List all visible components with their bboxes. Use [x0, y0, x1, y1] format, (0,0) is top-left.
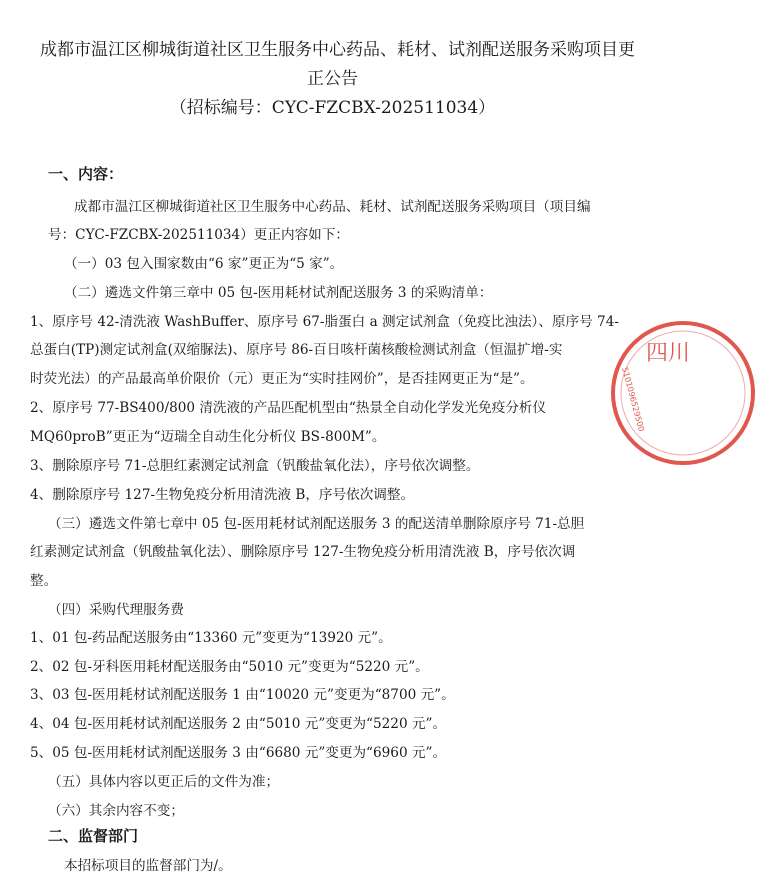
section-heading-content: 一、内容： [48, 165, 124, 183]
item-b2-line-1: 2、原序号 77-BS400/800 清洗液的产品匹配机型由“热景全自动化学发光免疫分析仪 [30, 400, 547, 416]
tender-number: （招标编号：CYC-FZCBX-202511034） [169, 98, 496, 118]
item-b3: 3、删除原序号 71-总胆红素测定试剂盒（钒酸盐氧化法），序号依次调整。 [30, 458, 480, 474]
title-line-2: 正公告 [307, 69, 358, 89]
item-b1-line-2: 总蛋白(TP)测定试剂盒(双缩脲法)、原序号 86-百日咳杆菌核酸检测试剂盒（恒温扩增-实 [30, 342, 563, 358]
item-e: （五）具体内容以更正后的文件为准； [48, 774, 280, 790]
official-seal [608, 318, 758, 468]
fee-item-5: 5、05 包-医用耗材试剂配送服务 3 由“6680 元”变更为“6960 元”。 [30, 745, 447, 761]
fee-item-1: 1、01 包-药品配送服务由“13360 元”变更为“13920 元”。 [30, 630, 392, 646]
seal-text: 四川 [646, 341, 691, 366]
item-b1-line-1: 1、原序号 42-清洗液 WashBuffer、原序号 67-脂蛋白 a 测定试剂盒（免疫比浊法）、原序号 74- [30, 314, 619, 330]
item-a: （一）03 包入围家数由“6 家”更正为“5 家”。 [64, 256, 344, 272]
item-f: （六）其余内容不变； [48, 803, 184, 819]
supervision-text: 本招标项目的监督部门为/。 [64, 858, 232, 874]
seal-number: 5101096529500 [620, 366, 646, 433]
item-b4: 4、删除原序号 127-生物免疫分析用清洗液 B，序号依次调整。 [30, 487, 415, 503]
intro-line-1: 成都市温江区柳城街道社区卫生服务中心药品、耗材、试剂配送服务采购项目（项目编 [74, 199, 591, 215]
item-b: （二）遴选文件第三章中 05 包-医用耗材试剂配送服务 3 的采购清单： [64, 285, 493, 301]
item-b1-line-3: 时荧光法）的产品最高单价限价（元）更正为“实时挂网价”，是否挂网更正为“是”。 [30, 371, 534, 387]
item-d: （四）采购代理服务费 [48, 602, 184, 618]
fee-item-4: 4、04 包-医用耗材试剂配送服务 2 由“5010 元”变更为“5220 元”。 [30, 716, 447, 732]
item-b2-line-2: MQ60proB”更正为“迈瑞全自动生化分析仪 BS-800M”。 [30, 429, 386, 445]
item-c-line-2: 红素测定试剂盒（钒酸盐氧化法）、删除原序号 127-生物免疫分析用清洗液 B，序号依次调 [30, 544, 576, 560]
item-c-line-1: （三）遴选文件第七章中 05 包-医用耗材试剂配送服务 3 的配送清单删除原序号 71-总胆 [48, 516, 585, 532]
title-line-1: 成都市温江区柳城街道社区卫生服务中心药品、耗材、试剂配送服务采购项目更 [40, 40, 635, 60]
document-title [40, 36, 635, 123]
item-c-line-3: 整。 [30, 573, 58, 589]
fee-item-3: 3、03 包-医用耗材试剂配送服务 1 由“10020 元”变更为“8700 元”。 [30, 687, 455, 703]
section-heading-supervision: 二、监督部门 [48, 827, 139, 845]
intro-line-2: 号：CYC-FZCBX-202511034）更正内容如下： [48, 227, 349, 243]
fee-item-2: 2、02 包-牙科医用耗材配送服务由“5010 元”变更为“5220 元”。 [30, 659, 429, 675]
